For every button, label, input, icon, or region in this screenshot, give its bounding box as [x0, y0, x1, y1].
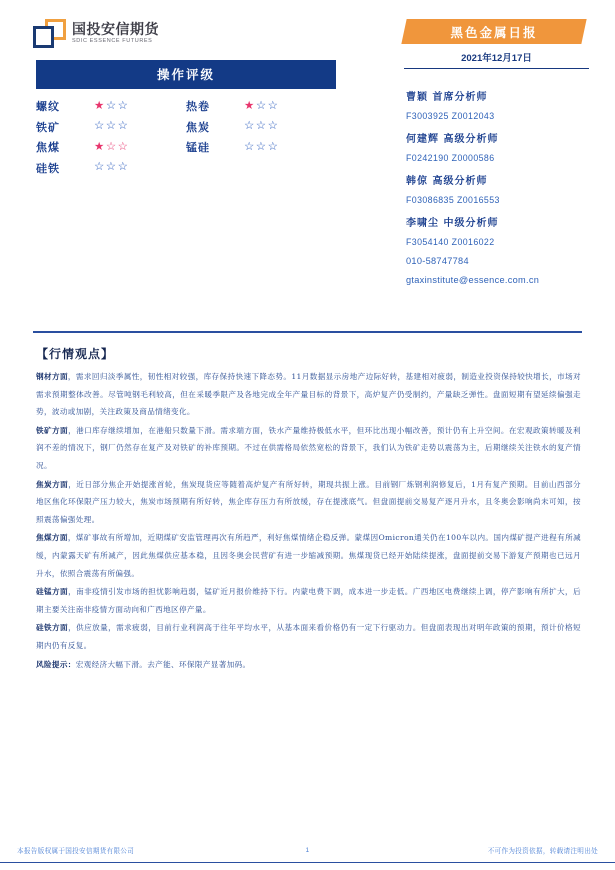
star-rating: ★☆☆ [94, 140, 130, 153]
rating-table-header: 操作评级 [36, 60, 336, 89]
rating-cell-left [36, 160, 186, 176]
paragraph [36, 476, 581, 529]
paragraph-text: ，近日部分焦企开始提涨首轮，焦炭现货应等随着高炉复产有所好转，期现共振上涨。目前钢厂炼钢利润修复后，1月有复产预期。目前山西部分地区焦化环保限产压力较大，焦炭市场预期有所好转，焦企库存压力有所放缓，存在提涨底气。但盘面提前交易复产逐月升水，且冬奥会影响尚未可知，按照震荡偏强处理。 [36, 479, 581, 524]
analyst-name: 李啸尘 中级分析师 [406, 218, 499, 229]
star-rating: ★☆☆ [94, 99, 130, 112]
star-rating: ★☆☆ [244, 99, 280, 112]
logo-square-blue-icon [33, 26, 54, 48]
paragraph [36, 619, 581, 654]
footer-copyright: 本报告版权属于国投安信期货有限公司 [17, 847, 135, 855]
paragraph [36, 368, 581, 421]
report-header [0, 0, 615, 332]
analyst-license-code: F3054140 Z0016022 [406, 237, 495, 247]
footer-page-number: 1 [305, 846, 310, 854]
rating-cell-right [186, 119, 336, 135]
commodity-name: 硅铁 [36, 161, 60, 175]
paragraph-risk-warning [36, 656, 581, 674]
analyst-name: 曹颖 首席分析师 [406, 92, 488, 103]
paragraph-text: 宏观经济大幅下滑。去产能、环保限产显著加码。 [75, 659, 251, 669]
paragraph-text: ，需求回归淡季属性，韧性相对较强，库存保持快速下降态势。11月数据显示房地产边际好转，基建相对疲弱，制造业投资保持较快增长，市场对需求预期整体改善。尽管吨钢毛利较高，但在采暖季限产及各地完成全年产量目标的背景下，高炉复产仍受制约，产量缺乏弹性。盘面短期有望延续偏强走势，波动或加剧，关注政策及商品情绪变化。 [36, 372, 581, 417]
paragraph-text: ，煤矿事故有所增加，近期煤矿安监管理再次有所趋严，利好焦煤情绪企稳反弹。蒙煤因Omicron通关仍在100车以内。国内煤矿提产进程有所减缓，内蒙露天矿有所减产，因此焦煤供应基本稳，且因冬奥会民营矿有进一步缩减预期。焦煤现货已经开始陆续提涨，盘面提前交易下游复产预期也已远月升水，依照合震荡有所偏强。 [36, 533, 581, 578]
star-rating: ☆☆☆ [94, 161, 130, 173]
commodity-name: 锰硅 [186, 141, 210, 155]
paragraph [36, 529, 581, 582]
star-rating: ☆☆☆ [94, 120, 130, 132]
paragraph-lead: 风险提示： [36, 659, 76, 669]
table-row [36, 117, 336, 138]
paragraph-lead: 硅铁方面 [36, 623, 69, 633]
paragraph-text: ，供应放量，需求疲弱，目前行业利润高于往年平均水平，从基本面来看价格仍有一定下行驱动力。但盘面表现出对明年政策的预期，预计价格短期内仍有反复。 [36, 623, 581, 650]
footer-disclaimer: 不可作为投资依据，转载请注明出处 [487, 847, 598, 855]
rating-cell-left [36, 139, 186, 155]
paragraph-lead: 钢材方面 [36, 372, 68, 381]
paragraph [36, 422, 581, 475]
commodity-name: 热卷 [186, 100, 210, 114]
paragraph-text: ，南非疫情引发市场的担忧影响趋弱，锰矿近月报价维持下行。内蒙电费下调，成本进一步走低。广西地区电费继续上调，停产影响有所扩大，后期主要关注南非疫情方面动向和广西地区停产量。 [36, 587, 581, 614]
paragraph-lead: 焦煤方面 [36, 533, 68, 543]
rating-cell-left [36, 119, 186, 135]
contact-email[interactable]: gtaxinstitute@essence.com.cn [406, 275, 540, 285]
paragraph [36, 583, 581, 618]
logo-name-en: SDIC ESSENCE FUTURES [72, 38, 153, 45]
analyst-license-code: F03086835 Z0016553 [406, 195, 500, 205]
table-row [36, 96, 336, 117]
paragraph-text: ，港口库存继续增加，在港船只数量下滑。需求端方面，铁水产量维持极低水平，但环比出现小幅改善，预计仍有上升空间。在宏观政策转暖及利润不差的情况下，钢厂仍然存在复产及对铁矿的补库预期。不过在供需格局依然宽松的背景下，我们认为铁矿走势以震荡为主，后期继续关注铁水的复产情况。 [36, 425, 581, 470]
footer-divider [0, 862, 615, 863]
rating-cell-right [186, 139, 336, 155]
star-rating: ☆☆☆ [244, 140, 280, 153]
logo-name-cn: 国投安信期货 [72, 22, 159, 39]
page-title: 【行情观点】 [36, 347, 115, 361]
rating-cell-right [186, 98, 336, 114]
report-date: 2021年12月17日 [404, 50, 589, 69]
analyst-name: 韩倞 高级分析师 [406, 176, 488, 187]
paragraph-lead: 焦炭方面 [36, 479, 69, 489]
commodity-name: 焦炭 [186, 120, 210, 134]
commodity-name: 焦煤 [36, 141, 60, 155]
rating-table-body [36, 89, 336, 178]
banner-title: 黑色金属日报 [450, 24, 538, 40]
page-footer [0, 845, 615, 855]
analyst-list [406, 88, 606, 294]
commodity-name: 铁矿 [36, 120, 60, 134]
logo-mark-icon [33, 19, 67, 49]
commodity-name: 螺纹 [36, 100, 60, 114]
rating-cell-left [36, 98, 186, 114]
analyst-license-code: F0242190 Z0000586 [406, 153, 495, 163]
paragraph-lead: 铁矿方面 [36, 425, 69, 435]
analyst-license-code: F3003925 Z0012043 [406, 111, 495, 121]
star-rating: ☆☆☆ [244, 120, 280, 132]
contact-phone: 010-58747784 [406, 256, 469, 266]
operation-rating-table [36, 60, 336, 178]
paragraph-lead: 硅锰方面 [36, 587, 69, 597]
analyst-name: 何建辉 高级分析师 [406, 134, 499, 145]
paragraph-list [36, 368, 581, 673]
table-row [36, 137, 336, 158]
table-row [36, 158, 336, 179]
report-body [0, 345, 615, 674]
header-divider [33, 331, 582, 333]
report-type-banner [404, 19, 584, 44]
logo-text [72, 23, 159, 45]
company-logo [33, 19, 159, 49]
